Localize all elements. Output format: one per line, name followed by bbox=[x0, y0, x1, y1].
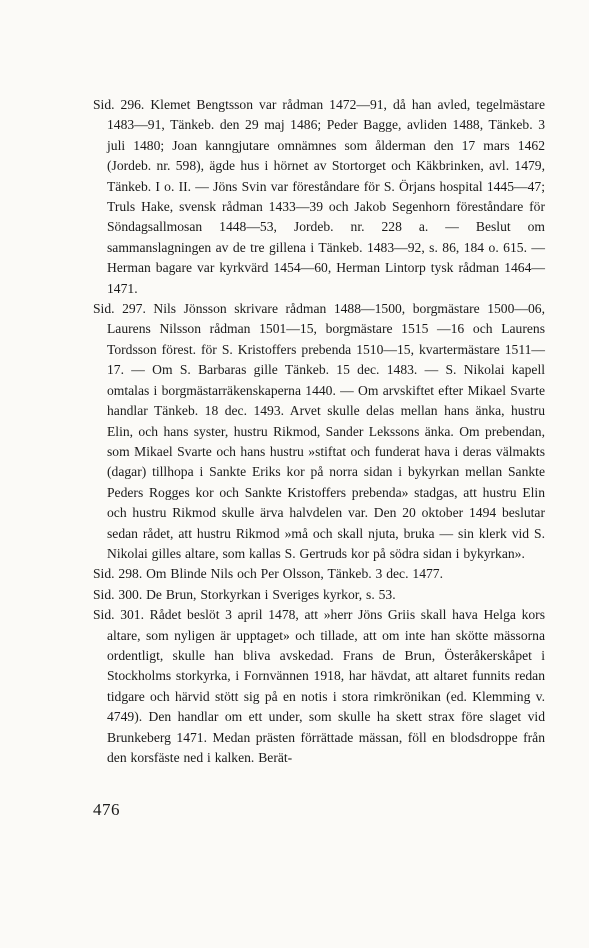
note-entry-sid-298: Sid. 298. Om Blinde Nils och Per Olsson, Tänkeb. 3 dec. 1477. bbox=[93, 566, 443, 582]
note-entry-sid-297: Sid. 297. Nils Jönsson skrivare rådman 1488—1500, borgmästare 1500—06, Laurens Nilsson rådman 1501—15, borgmästare 1515 —16 och Laurens Tordsson förest. för S. Kristoffers prebenda 1510—15, kvartermästare 1511—17. — Om S. Barbaras gille Tänkeb. 15 dec. 1483. — S. Nikolai kapell omtalas i borgmästarräkenskaperna 1440. — Om arvskiftet efter Mikael Svarte handlar Tänkeb. 18 dec. 1493. Arvet skulle delas mellan hans änka, hustru Elin, och hans syster, hustru Rikmod, Sander Lekssons änka. Om prebendan, som Mikael Svarte och hans hustru »stiftat och funderat hava i deras välmakts (dagar) tillhopa i Sankte Eriks kor på norra sidan i bykyrkan mellan Sankte Peders Rogges kor och Sankte Kristoffers prebenda» stadgas, att hustru Elin och hustru Rikmod skulle ärva halvdelen var. Den 20 oktober 1494 beslutar sedan rådet, att hustru Rikmod »må och skall njuta, bruka — sin klerk vid S. Nikolai gilles altare, som kallas S. Gertruds kor på södra sidan i bykyrkan». bbox=[93, 301, 545, 561]
page-number: 476 bbox=[93, 800, 120, 819]
note-entry-sid-296: Sid. 296. Klemet Bengtsson var rådman 1472—91, då han avled, tegelmästare 1483—91, Tänkeb. den 29 maj 1486; Peder Bagge, avliden 1488, Tänkeb. 3 juli 1480; Joan kanngjutare omnämnes som ålderman den 17 mars 1462 (Jordeb. nr. 598), ägde hus i hörnet av Stortorget och Käkbrinken, avl. 1479, Tänkeb. I o. II. — Jöns Svin var föreståndare för S. Örjans hospital 1445—47; Truls Hake, svensk rådman 1433—39 och Jakob Segenhorn föreståndare för Söndagsallmosan 1448—53, Jordeb. nr. 228 a. — Beslut om sammanslagningen av de tre gillena i Tänkeb. 1483—92, s. 86, 184 o. 615. — Herman bagare var kyrkvärd 1454—60, Herman Lintorp tysk rådman 1464—1471. bbox=[93, 97, 545, 296]
note-entry-sid-300: Sid. 300. De Brun, Storkyrkan i Sveriges kyrkor, s. 53. bbox=[93, 586, 396, 602]
notes-text-block bbox=[93, 95, 545, 768]
note-entry-sid-301: Sid. 301. Rådet beslöt 3 april 1478, att »herr Jöns Griis skall hava Helga kors altare, som nyligen är upptaget» och tillade, att om inte han skötte mässorna ordentligt, skulle han bliva avskedad. Frans de Brun, Österåkerskåpet i Stockholms storkyrka, i Fornvännen 1918, har hävdat, att altaret funnits redan tidgare och härvid stött sig på en notis i stora rimkrönikan (ed. Klemming v. 4749). Den handlar om ett under, som skulle ha skett strax före slaget vid Brunkeberg 1471. Medan prästen förrättade mässan, föll en blodsdroppe från den korsfäste ned i kalken. Berät- bbox=[93, 607, 545, 765]
